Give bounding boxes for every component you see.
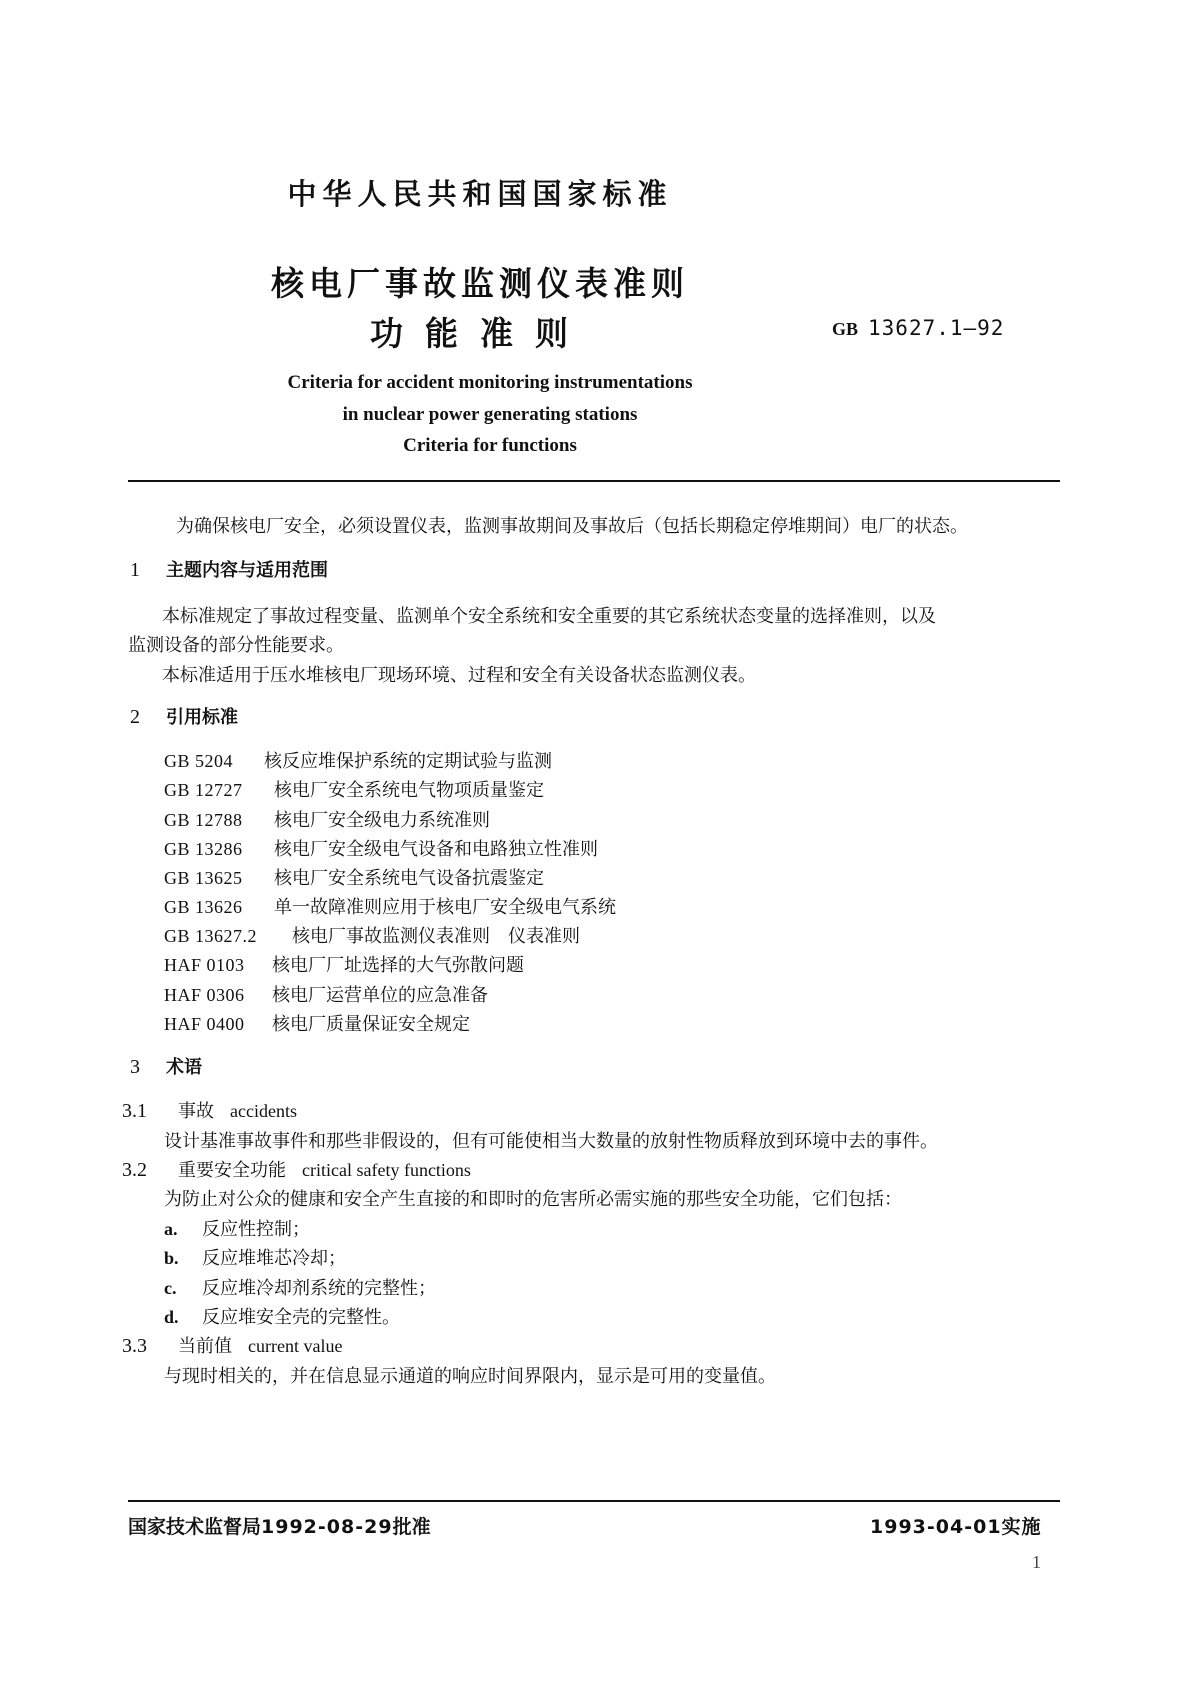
reference-item	[164, 864, 544, 890]
effective-line	[870, 1512, 1042, 1539]
reference-code: GB 5204	[164, 751, 234, 771]
section-title: 引用标准	[166, 707, 238, 728]
reference-item	[164, 806, 490, 832]
reference-title: 核反应堆保护系统的定期试验与监测	[264, 751, 552, 772]
term-number: 3.1	[122, 1100, 147, 1122]
reference-item	[164, 1010, 470, 1036]
reference-title: 核电厂安全系统电气设备抗震鉴定	[274, 868, 544, 889]
term-en: critical safety functions	[302, 1160, 471, 1180]
term-3-2-definition: 为防止对公众的健康和安全产生直接的和即时的危害所必需实施的那些安全功能，它们包括：	[164, 1189, 902, 1210]
section-1-para-2: 本标准适用于压水堆核电厂现场环境、过程和安全有关设备状态监测仪表。	[162, 665, 756, 686]
approval-date: 1992-08-29	[261, 1516, 393, 1538]
section-1-para-1-line-2: 监测设备的部分性能要求。	[128, 635, 344, 656]
list-item	[164, 1215, 310, 1241]
term-cn: 重要安全功能	[178, 1160, 286, 1181]
section-number: 1	[130, 559, 140, 581]
list-item-mark: d.	[164, 1307, 179, 1327]
list-item-mark: a.	[164, 1219, 178, 1239]
section-1-para-1-line-1: 本标准规定了事故过程变量、监测单个安全系统和安全重要的其它系统状态变量的选择准则，以及	[162, 606, 936, 627]
document-title-cn-line2: 功能准则	[370, 314, 590, 353]
document-title-cn-line1: 核电厂事故监测仪表准则	[271, 264, 689, 303]
term-en: current value	[248, 1336, 343, 1356]
reference-title: 单一故障准则应用于核电厂安全级电气系统	[274, 897, 616, 918]
reference-code: GB 13626	[164, 897, 243, 917]
reference-item	[164, 776, 544, 802]
reference-code: GB 13627.2	[164, 926, 258, 946]
approval-org: 国家技术监督局	[128, 1516, 262, 1538]
reference-code: HAF 0103	[164, 955, 245, 975]
term-number: 3.3	[122, 1335, 147, 1357]
document-title-en-line3: Criteria for functions	[403, 435, 577, 456]
footer-divider	[128, 1500, 1060, 1502]
term-3-3-definition: 与现时相关的，并在信息显示通道的响应时间界限内，显示是可用的变量值。	[164, 1366, 776, 1387]
term-number: 3.2	[122, 1159, 147, 1181]
list-item-text: 反应堆冷却剂系统的完整性；	[202, 1278, 436, 1299]
section-number: 2	[130, 706, 140, 728]
section-title: 主题内容与适用范围	[166, 560, 328, 581]
reference-title: 核电厂安全级电气设备和电路独立性准则	[274, 839, 598, 860]
section-title: 术语	[166, 1057, 202, 1078]
reference-code: HAF 0400	[164, 1014, 245, 1034]
term-3-1-heading	[122, 1097, 297, 1123]
term-3-1-definition: 设计基准事故事件和那些非假设的，但有可能使相当大数量的放射性物质释放到环境中去的事件。	[164, 1131, 938, 1152]
standard-number	[832, 316, 1004, 340]
list-item-text: 反应堆安全壳的完整性。	[202, 1307, 400, 1328]
term-cn: 当前值	[178, 1336, 232, 1357]
term-en: accidents	[230, 1101, 297, 1121]
reference-item	[164, 922, 580, 948]
intro-paragraph: 为确保核电厂安全，必须设置仪表，监测事故期间及事故后（包括长期稳定停堆期间）电厂的状态。	[176, 516, 968, 537]
reference-title: 核电厂事故监测仪表准则 仪表准则	[292, 926, 580, 947]
reference-code: GB 13286	[164, 839, 243, 859]
document-title-en-line1: Criteria for accident monitoring instrumentations	[287, 372, 693, 393]
list-item-text: 反应性控制；	[202, 1219, 310, 1240]
reference-item	[164, 951, 524, 977]
reference-code: HAF 0306	[164, 985, 245, 1005]
reference-code: GB 13625	[164, 868, 243, 888]
page-number: 1	[1032, 1552, 1041, 1572]
reference-code: GB 12727	[164, 780, 243, 800]
reference-title: 核电厂运营单位的应急准备	[272, 985, 488, 1006]
approval-word: 批准	[392, 1516, 431, 1538]
list-item-mark: c.	[164, 1278, 177, 1298]
section-number: 3	[130, 1056, 140, 1078]
approval-line	[128, 1512, 431, 1539]
section-2-heading	[130, 703, 238, 729]
term-cn: 事故	[178, 1101, 214, 1122]
standard-number-value: 13627.1—92	[868, 316, 1005, 340]
standard-prefix: GB	[832, 319, 859, 339]
country-standard-heading: 中华人民共和国国家标准	[287, 177, 673, 211]
reference-title: 核电厂厂址选择的大气弥散问题	[272, 955, 524, 976]
list-item-mark: b.	[164, 1248, 179, 1268]
reference-title: 核电厂安全系统电气物项质量鉴定	[274, 780, 544, 801]
reference-item	[164, 747, 552, 773]
reference-title: 核电厂质量保证安全规定	[272, 1014, 470, 1035]
effective-word: 实施	[1001, 1516, 1042, 1538]
reference-item	[164, 981, 488, 1007]
reference-title: 核电厂安全级电力系统准则	[274, 810, 490, 831]
term-3-2-heading	[122, 1156, 471, 1182]
list-item	[164, 1244, 346, 1270]
reference-item	[164, 835, 598, 861]
section-3-heading	[130, 1053, 202, 1079]
effective-date: 1993-04-01	[870, 1516, 1002, 1538]
reference-item	[164, 893, 616, 919]
header-divider	[128, 480, 1060, 482]
list-item	[164, 1303, 400, 1329]
list-item	[164, 1274, 436, 1300]
document-title-en-line2: in nuclear power generating stations	[342, 404, 638, 425]
reference-code: GB 12788	[164, 810, 243, 830]
section-1-heading	[130, 556, 328, 582]
list-item-text: 反应堆堆芯冷却；	[202, 1248, 346, 1269]
term-3-3-heading	[122, 1332, 342, 1358]
